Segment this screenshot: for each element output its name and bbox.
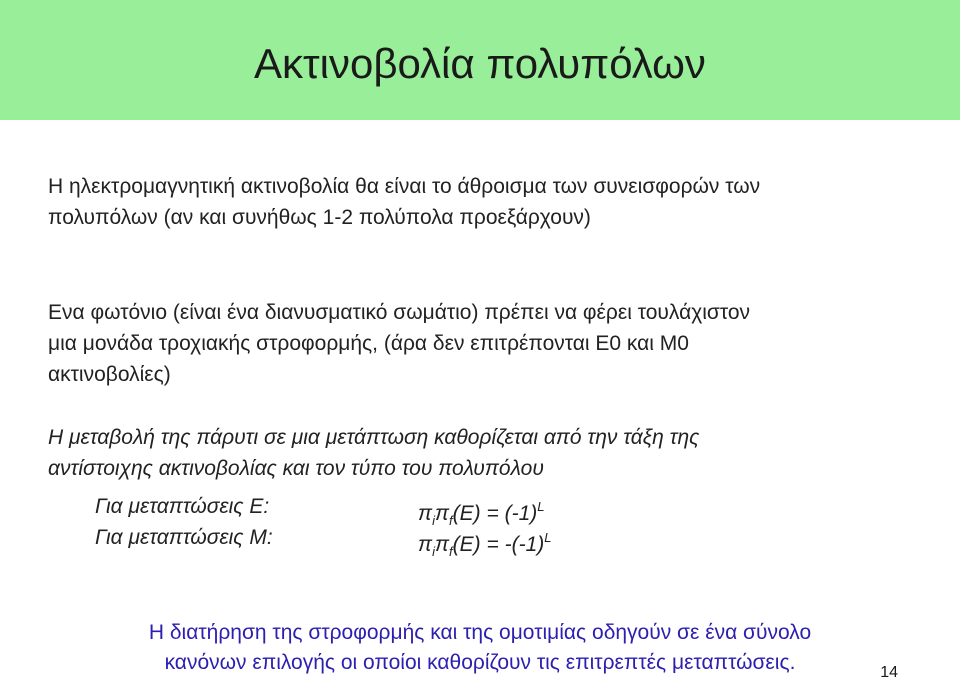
- formula-subscript: i: [432, 544, 435, 559]
- rule-label-electric: Για μεταπτώσεις Ε:: [95, 495, 270, 518]
- text-line: αντίστοιχης ακτινοβολίας και τον τύπο του πολυπόλου: [48, 457, 544, 480]
- formula-subscript: i: [432, 513, 435, 528]
- formula-pi: π: [434, 502, 450, 525]
- formula-body: (E) = (-1): [452, 502, 538, 525]
- slide-title: Ακτινοβολία πολυπόλων: [254, 40, 706, 87]
- formula-pi: π: [418, 502, 433, 525]
- formula-pi: π: [434, 533, 450, 556]
- formula-subscript: f: [449, 513, 453, 528]
- title-bar: [0, 0, 960, 120]
- rule-label-magnetic: Για μεταπτώσεις Μ:: [95, 526, 273, 549]
- text-line: Ενα φωτόνιο (είναι ένα διανυσματικό σωμάτιο) πρέπει να φέρει τουλάχιστον: [48, 301, 751, 324]
- paragraph-parity-change: [48, 422, 938, 484]
- paragraph-photon-angular-momentum: [48, 297, 938, 390]
- text-line: Η μεταβολή της πάρυτι σε μια μετάπτωση καθορίζεται από την τάξη της: [48, 426, 700, 449]
- text-line: ακτινοβολίες): [48, 363, 171, 386]
- text-line: Η διατήρηση της στροφορμής και της ομοτιμίας οδηγούν σε ένα σύνολο: [148, 621, 812, 644]
- formula-pi: π: [418, 533, 433, 556]
- formula-body: (E) = -(-1): [452, 533, 545, 556]
- text-line: κανόνων επιλογής οι οποίοι καθορίζουν τις επιτρεπτές μεταπτώσεις.: [164, 651, 796, 674]
- formula-superscript: L: [544, 530, 552, 545]
- paragraph-multipole-sum: [48, 171, 938, 233]
- formula-superscript: L: [537, 499, 545, 514]
- text-line: Η ηλεκτρομαγνητική ακτινοβολία θα είναι το άθροισμα των συνεισφορών των: [48, 175, 761, 198]
- text-line: πολυπόλων (αν και συνήθως 1-2 πολύπολα προεξάρχουν): [48, 206, 591, 229]
- text-line: μια μονάδα τροχιακής στροφορμής, (άρα δεν επιτρέπονται Ε0 και Μ0: [48, 332, 689, 355]
- parity-formula-magnetic: [418, 522, 551, 567]
- slide-number: 14: [880, 664, 898, 681]
- formula-subscript: f: [449, 544, 453, 559]
- selection-rules-summary: [0, 618, 960, 678]
